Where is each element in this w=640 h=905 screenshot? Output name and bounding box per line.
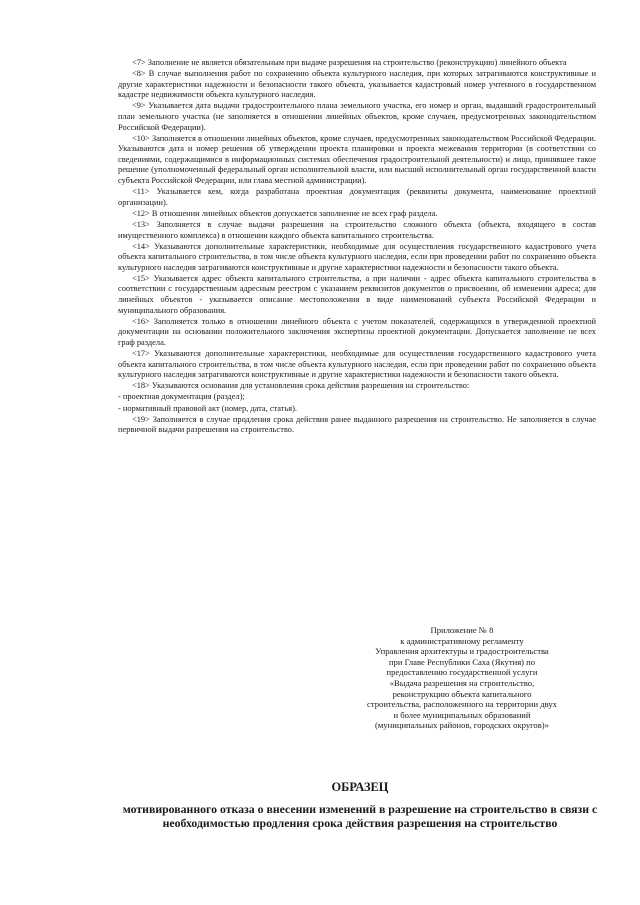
appendix-line: к административному регламенту (400, 635, 524, 646)
footnote-11: <11> Указывается кем, когда разработана проектная документация (реквизиты документа, наименование проектной организации). (118, 187, 596, 207)
page-subtitle-line-1: мотивированного отказа о внесении изменений в разрешение на строительство в связи с (122, 802, 598, 817)
appendix-line: Приложение № 8 (430, 625, 494, 635)
appendix-line: «Выдача разрешения на строительство, (389, 677, 535, 688)
appendix-line: реконструкцию объекта капитального (392, 688, 532, 699)
footnote-19: <19> Заполняется в случае продления срока действия ранее выданного разрешения на строительство. Не заполняется в случае первичной выдачи разрешения на строительство. (118, 414, 596, 435)
footnote-18: <18> Указываются основания для установления срока действия разрешения на строительство: (132, 381, 470, 391)
footnotes-block (118, 58, 596, 436)
footnote-10: <10> Заполняется в отношении линейных объектов, кроме случаев, предусмотренных законодательством Российской Федерации. Указываются дата и номер решения об утверждении проекта планировки и проекта межевания территории (в соответствии со сведениями, содержащимися в информационных системах обеспечения градостроительной деятельности) и лицо, принявшее такое решение (уполномоченный федеральный орган исполнительной власти, или высший исполнительный орган государственной власти субъекта Российской Федерации, или глава местной администрации). (118, 133, 596, 186)
appendix-line: Управления архитектуры и градостроительства (375, 646, 549, 657)
document-heading (60, 780, 640, 831)
page-title: ОБРАЗЕЦ (331, 780, 389, 794)
appendix-line: при Главе Республики Саха (Якутия) по (388, 656, 536, 667)
appendix-line: и более муниципальных образований (393, 709, 531, 720)
footnote-12: <12> В отношении линейных объектов допускается заполнение не всех граф раздела. (132, 208, 438, 218)
footnote-8: <8> В случае выполнения работ по сохранению объекта культурного наследия, при которых затрагиваются конструктивные и другие характеристики надежности и безопасности такого объекта, указывается кадастровый номер учтенного в государственном кадастре недвижимости объекта культурного наследия. (118, 69, 596, 100)
appendix-line: предоставлению государственной услуги (386, 667, 538, 678)
footnote-18-item: - проектная документация (раздел); (118, 392, 245, 402)
footnote-18-item: - нормативный правовой акт (номер, дата, статья). (118, 403, 298, 413)
footnote-17: <17> Указываются дополнительные характеристики, необходимые для осуществления государственного кадастрового учета объекта капитального строительства, в том числе объекта культурного наследия, если при проведении работ по сохранению объекта культурного наследия затрагиваются конструктивные и другие характеристики надежности и безопасности такого объекта. (118, 349, 596, 380)
footnote-7: <7> Заполнение не является обязательным при выдаче разрешения на строительство (реконструкцию) линейного объекта (132, 58, 567, 67)
page-subtitle-line-2: необходимостью продления срока действия разрешения на строительство (162, 816, 558, 831)
appendix-line: строительства, расположенного на территории двух (367, 699, 557, 710)
footnote-14: <14> Указываются дополнительные характеристики, необходимые для осуществления государственного кадастрового учета объекта капитального строительства, в том числе объекта культурного наследия, если при проведении работ по сохранению объекта культурного наследия затрагиваются конструктивные и другие характеристики надежности и безопасности такого объекта. (118, 241, 596, 272)
appendix-header (342, 625, 582, 731)
appendix-line: (муниципальных районов, городских округов)» (375, 720, 549, 731)
footnote-15: <15> Указывается адрес объекта капитального строительства, а при наличии - адрес объекта капитального строительства в соответствии с государственным адресным реестром с указанием реквизитов документов о присвоении, об изменении адреса; для линейных объектов - указывается описание местоположения в виде наименований субъекта Российской Федерации и муниципального образования. (118, 273, 596, 315)
footnote-9: <9> Указывается дата выдачи градостроительного плана земельного участка, его номер и орган, выдавший градостроительный план земельного участка (не заполняется в отношении линейных объектов, кроме случаев, предусмотренных законодательством Российской Федерации). (118, 101, 596, 132)
footnote-13: <13> Заполняется в случае выдачи разрешения на строительство сложного объекта (объекта, входящего в состав имущественного комплекса) в отношении каждого объекта капитального строительства. (118, 219, 596, 240)
footnote-16: <16> Заполняется только в отношении линейного объекта с учетом показателей, содержащихся в утвержденной проектной документации на основании положительного заключения экспертизы проектной документации. Допускается заполнение не всех граф раздела. (118, 316, 596, 347)
